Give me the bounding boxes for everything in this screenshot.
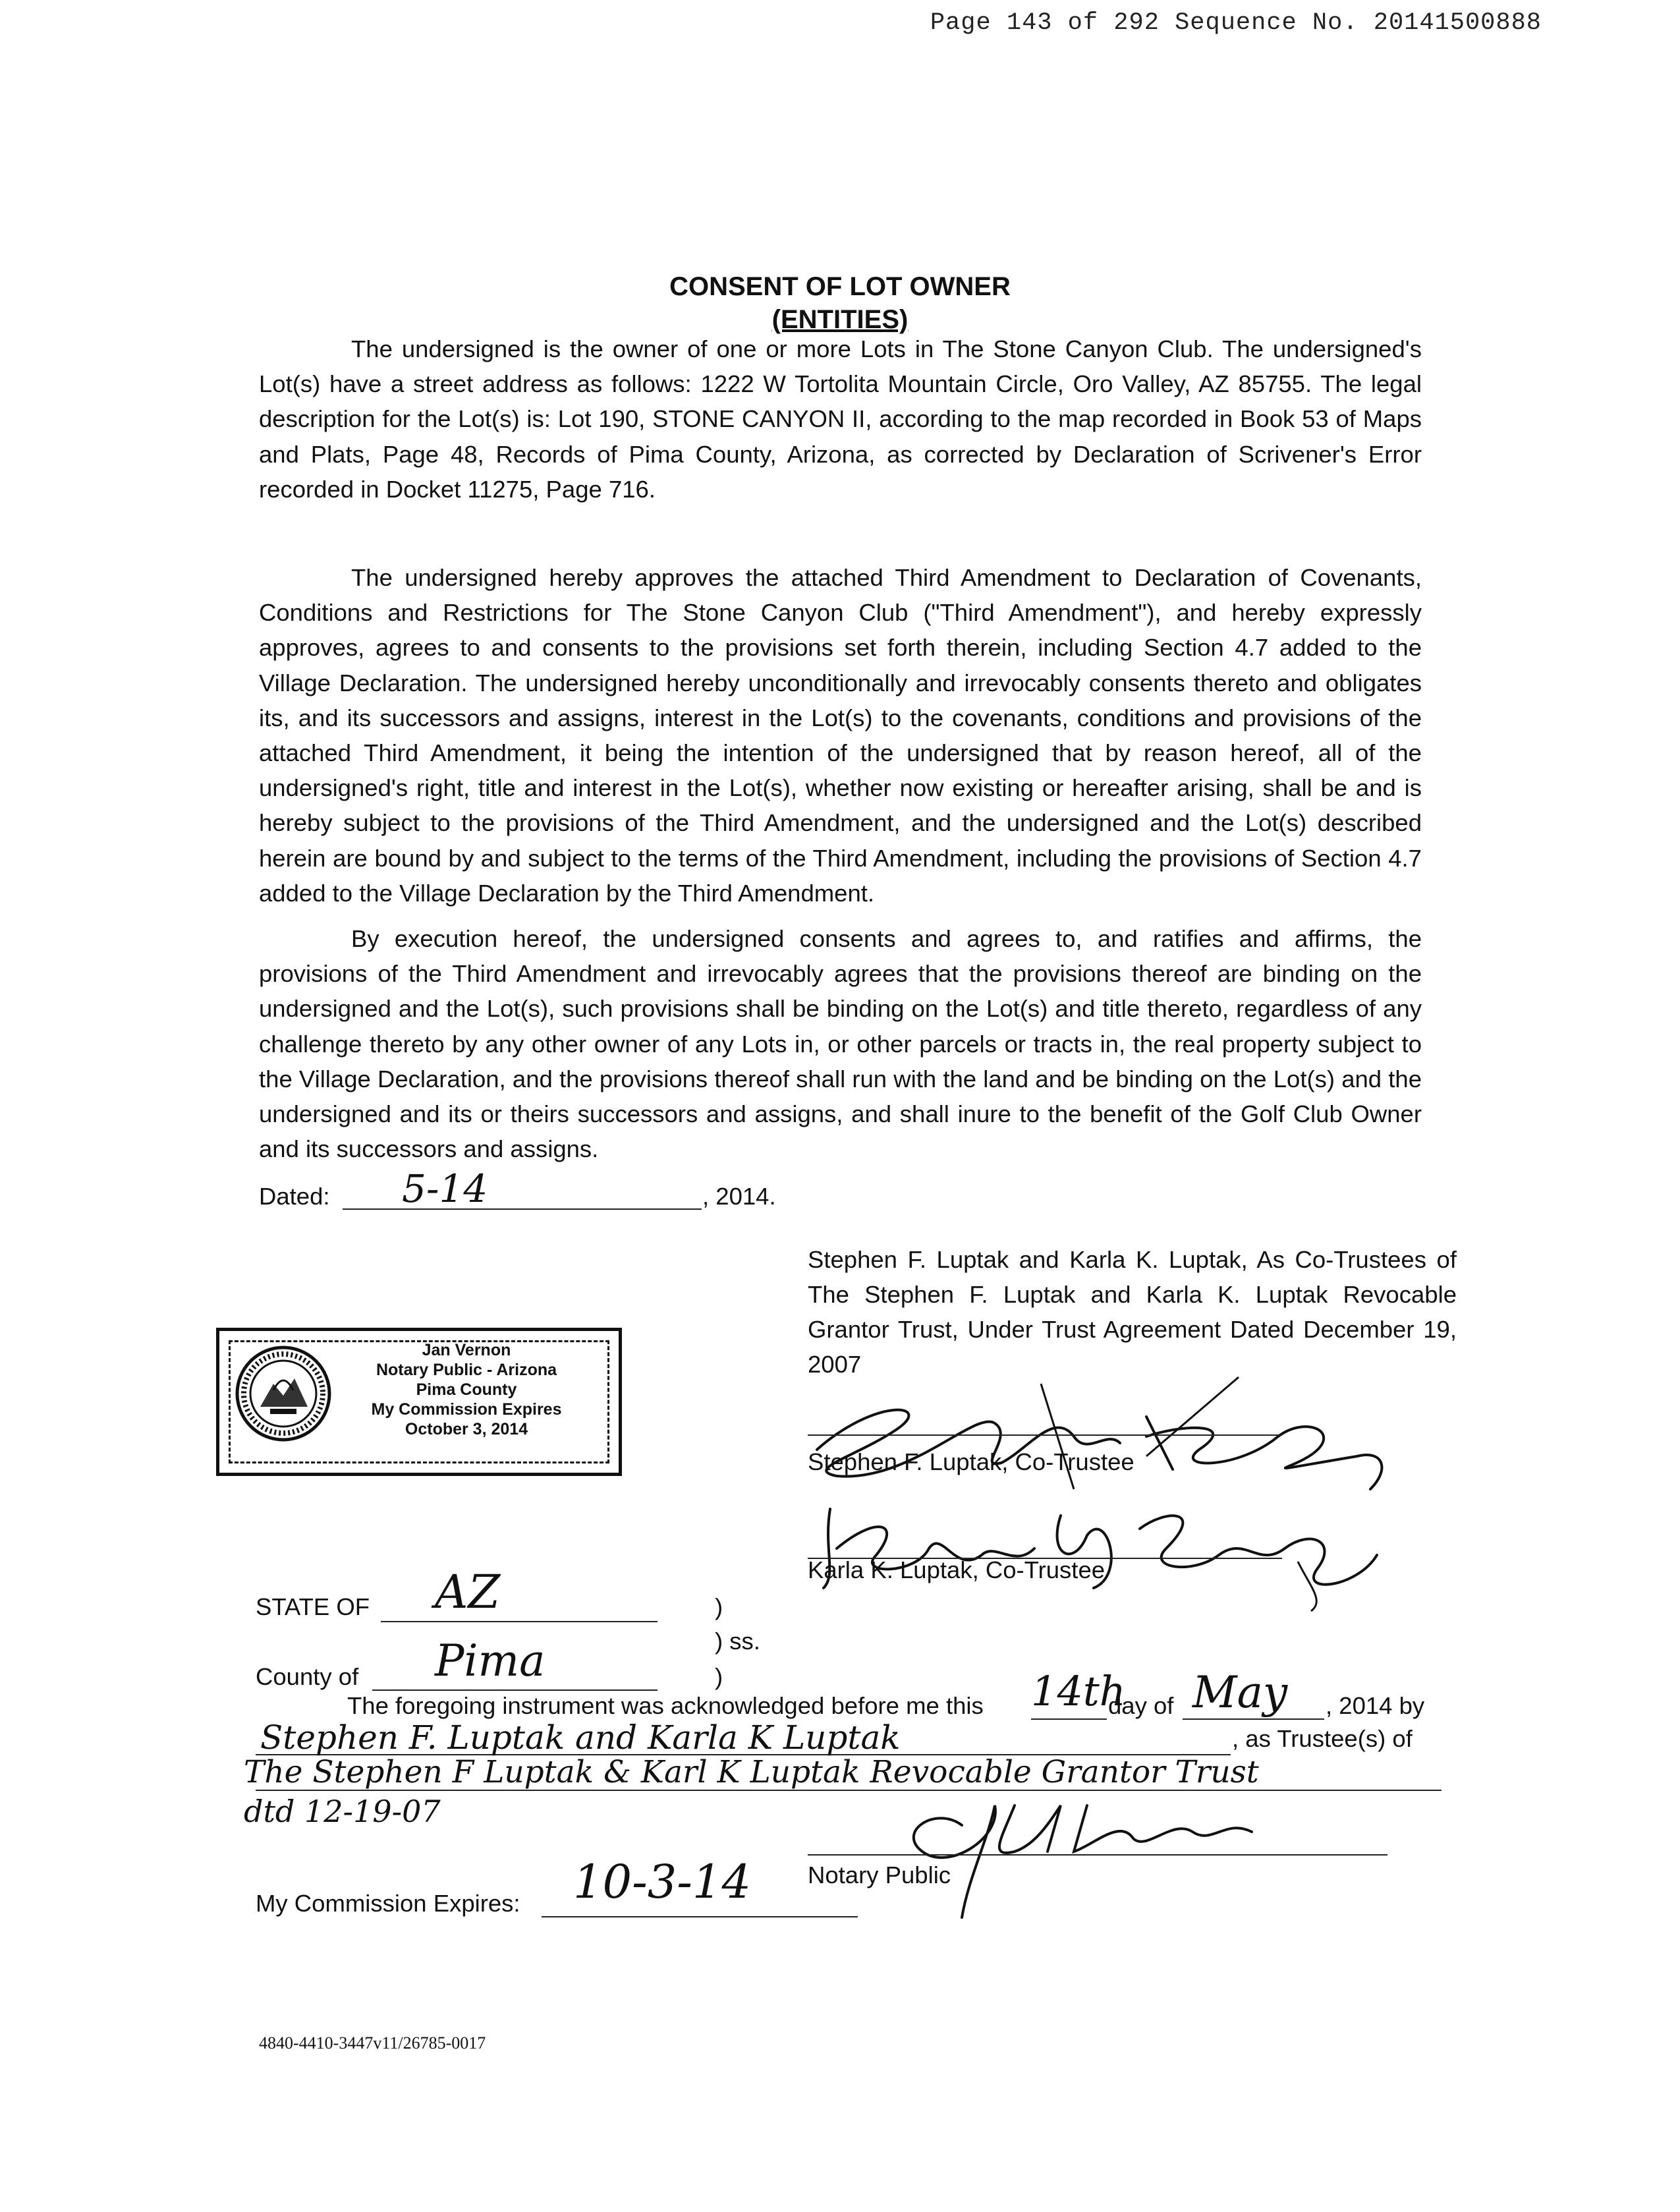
paragraph-approval xyxy=(259,560,1422,911)
seal-commission-date: October 3, 2014 xyxy=(405,1420,528,1438)
acknowledgment-text: The foregoing instrument was acknowledged before me this xyxy=(347,1692,984,1719)
trust-name-value: The Stephen F Luptak & Karl K Luptak Revocable Grantor Trust xyxy=(244,1754,1259,1790)
paragraph-execution xyxy=(259,921,1422,1166)
year-text: , 2014 by xyxy=(1326,1692,1425,1719)
seal-county: Pima County xyxy=(416,1380,517,1399)
commission-expires-label: My Commission Expires: xyxy=(256,1890,520,1917)
dated-value: 5-14 xyxy=(402,1166,488,1211)
seal-commission-label: My Commission Expires xyxy=(371,1400,562,1419)
signature-line-stephen xyxy=(808,1433,1282,1436)
notary-public-label: Notary Public xyxy=(808,1861,951,1888)
karla-signature-icon xyxy=(797,1496,1390,1601)
venue-paren-top: ) xyxy=(715,1593,723,1620)
state-value: AZ xyxy=(435,1565,501,1619)
page-sequence-header: Page 143 of 292 Sequence No. 20141500888 xyxy=(930,9,1542,37)
notary-signature-line xyxy=(808,1853,1387,1856)
venue-paren-bottom: ) xyxy=(715,1663,723,1690)
day-value: 14th xyxy=(1031,1667,1126,1715)
seal-title: Notary Public - Arizona xyxy=(376,1361,557,1379)
document-title xyxy=(0,270,1680,336)
paragraph-text: The undersigned hereby approves the attached Third Amendment to Declaration of Covenants, Conditions and Restrictions for The Stone Canyon Club ("Third Amendment"), and hereby expressly approves, agrees to and consents to the provisions set forth therein, including Section 4.7 added to the Village Declaration. The undersigned hereby unconditionally and irrevocably consents thereto and obligates its, and its successors and assigns, interest in the Lot(s) to the covenants, conditions and provisions of the attached Third Amendment, it being the intention of the undersigned that by reason hereof, all of the undersigned's right, title and interest in the Lot(s), whether now existing or hereafter arising, shall be and is hereby subject to the provisions of the Third Amendment, and the undersigned and the Lot(s) described herein are bound by and subject to the terms of the Third Amendment, including the provisions of Section 4.7 added to the Village Declaration by the Third Amendment. xyxy=(259,564,1422,907)
venue-ss: ) ss. xyxy=(715,1628,760,1655)
paragraph-text: By execution hereof, the undersigned consents and agrees to, and ratifies and affirms, the provisions of the Third Amendment and irrevocably agrees that the provisions thereof are binding on the undersigned and the Lot(s), such provisions shall be binding on the Lot(s) and title thereto, regardless of any challenge thereto by any other owner of any Lots in, or other parcels or tracts in, the real property subject to the Village Declaration, and the provisions thereof shall run with the land and be binding on the Lot(s) and the undersigned and its or theirs successors and assigns, and shall inure to the benefit of the Golf Club Owner and its successors and assigns. xyxy=(259,925,1422,1163)
state-seal-icon xyxy=(234,1344,333,1443)
state-field xyxy=(381,1588,658,1622)
notary-seal xyxy=(216,1328,622,1476)
signer-karla: Karla K. Luptak, Co-Trustee xyxy=(808,1556,1106,1583)
day-of-label: day of xyxy=(1108,1692,1174,1719)
commission-expires-value: 10-3-14 xyxy=(573,1855,751,1909)
acknowledged-by-value: Stephen F. Luptak and Karla K Luptak xyxy=(260,1718,901,1757)
paragraph-text: The undersigned is the owner of one or more Lots in The Stone Canyon Club. The undersigned's Lot(s) have a street address as follows: 1222 W Tortolita Mountain Circle, Oro Valley, AZ 85755. The legal description for the Lot(s) is: Lot 190, STONE CANYON II, according to the map recorded in Book 53 of Maps and Plats, Page 48, Records of Pima County, Arizona, as corrected by Declaration of Scrivener's Error recorded in Docket 11275, Page 716. xyxy=(259,335,1422,503)
seal-text xyxy=(338,1340,595,1439)
dated-label: Dated: xyxy=(259,1183,330,1210)
document-number: 4840-4410-3447v11/26785-0017 xyxy=(259,2033,486,2053)
trust-date-value: dtd 12-19-07 xyxy=(244,1794,441,1829)
paragraph-lot-description xyxy=(259,331,1422,507)
trustee-description: Stephen F. Luptak and Karla K. Luptak, As Co-Trustees of The Stephen F. Luptak and Karla K. Luptak Revocable Grantor Trust, Under Trust Agreement Dated December 19, 2007 xyxy=(808,1246,1457,1378)
month-value: May xyxy=(1192,1667,1288,1718)
seal-notary-name: Jan Vernon xyxy=(422,1341,511,1359)
county-label: County of xyxy=(256,1663,359,1690)
dated-year: , 2014. xyxy=(702,1183,776,1210)
state-label: STATE OF xyxy=(256,1593,370,1620)
title-line: CONSENT OF LOT OWNER xyxy=(669,272,1011,301)
trustee-of-label: , as Trustee(s) of xyxy=(1232,1725,1413,1752)
signer-stephen: Stephen F. Luptak, Co-Trustee xyxy=(808,1448,1134,1475)
title-subtitle: (ENTITIES) xyxy=(771,305,909,334)
county-value: Pima xyxy=(435,1635,546,1686)
dated-field xyxy=(343,1179,702,1210)
